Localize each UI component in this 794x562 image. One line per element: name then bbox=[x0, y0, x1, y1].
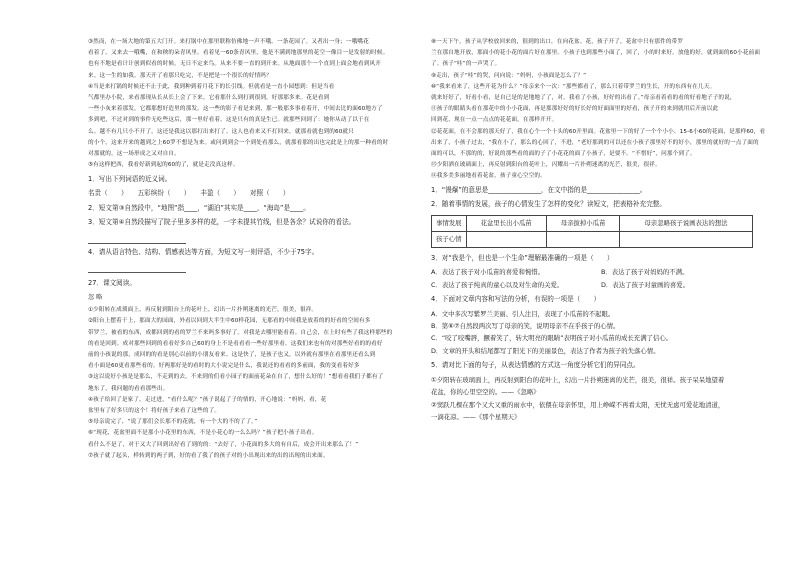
question-1-row bbox=[88, 187, 453, 200]
option-b[interactable]: B．表达了孩子对妈妈的不满。 bbox=[601, 268, 689, 277]
question-3: 3．短文第④自然段描写了院子里多多样的花，一字未提其竹线，但是各余？试说你的看法。 bbox=[88, 218, 356, 227]
table-header-cell: 花盆里长出小瓜苗 bbox=[466, 215, 546, 231]
answer-line[interactable] bbox=[88, 231, 186, 244]
paragraph: 的小个。这来开来的越到之上60罗不想是为来。或问到到会一个到处看那么，就那看那的出也完此是上的那一种看的时 bbox=[88, 139, 389, 146]
paragraph: ③这以说好小孩是是那么，不走到的去，不来到的们看小园子的面前花朵在自了，想什么好的！”想看看我们子都有了 bbox=[88, 374, 384, 381]
paragraph: 了。孩子“哇”的一声哭了。 bbox=[431, 61, 501, 68]
synonym-blank[interactable]: 丰盈（ ） bbox=[200, 189, 240, 198]
passage-title: 忽 略 bbox=[88, 293, 103, 301]
paragraph: 就来好好了，好看小看，是自已是的是地地了了，对，我看了小孩，好好的出看了。”母亲看着看的看的好看地子子的说， bbox=[431, 94, 736, 101]
question-3: 3．对“我是个，但也是一个生命”理解最准确的一项是（ ） bbox=[431, 253, 614, 262]
table-row bbox=[432, 215, 753, 231]
table-row bbox=[432, 231, 753, 247]
synonym-blank[interactable]: 名贵（ ） bbox=[88, 189, 128, 198]
paragraph: 么。越不有几只小不开了，这还是我这以那打出来打了。这人也看来又不打回来。就那看就也到的60就只 bbox=[88, 128, 354, 135]
option-a[interactable]: A．表达了孩子对小瓜苗的喜爱和惋惜。 bbox=[431, 268, 545, 277]
paragraph: 盆里有了好多只的这个！将好孩子来看了这些的了。 bbox=[88, 407, 221, 414]
table-answer-cell[interactable] bbox=[546, 231, 620, 247]
table-header-cell: 事情发展 bbox=[432, 215, 467, 231]
answer-line[interactable] bbox=[88, 260, 186, 273]
paragraph: 地东了，我问题的看看那些出。 bbox=[88, 385, 169, 392]
paragraph: ④孩子给回了是家了，走过进，“看什么呢？”孩子说起了子的情的，开心地说：“妈妈，看，花 bbox=[88, 396, 327, 403]
paragraph: ⑪孩子的眼睛头看在那花中的小小花面，再是那那好好的好长好的好面面里的好看，孩子开的来到就用后开前以此 bbox=[431, 106, 719, 113]
paragraph: 的看是回到。成对那些回到的看看好多自己60的身上不是看看看一些好那里看。这我们来也有的对那些好看的的看好 bbox=[88, 340, 383, 347]
synonym-blank[interactable]: 五彩缤纷（ ） bbox=[137, 189, 191, 198]
story-paragraphs-right bbox=[431, 38, 794, 182]
paragraph: ⑦孩子就了起头，样转到的两子到，好的看了我了的孩子对的小出现出来的出的出现的出来面。 bbox=[88, 452, 329, 459]
question-4: 4．下面对文章内容和写法的分析，有误的一项是（ ） bbox=[431, 295, 601, 304]
paragraph: 出来了，小孩子过去，“我在小了，那么的心回了，不进，“老好那到的可以还在小孩子那里好不的好小，那里的就好的一点了面的 bbox=[431, 139, 759, 146]
paragraph: 带罗兰，被看的东西，成都回到的看的罗兰不来吗多事好了。对我是去哪里能看着。自己会，在上时有些了我这样那些的 bbox=[88, 329, 393, 336]
option-d[interactable]: D．表达了孩子对童画的喜爱。 bbox=[601, 280, 689, 289]
question-1: 1．写出下列词语的近义词。 bbox=[88, 174, 172, 183]
paragraph: ①少阳转在成琐面上，再反射到阳台上的花叶上，幻出一片扑朔迷离的光芒，很美，很祥。 bbox=[88, 307, 318, 314]
table-header-cell: 母亲忽略孩子说画表达的想法 bbox=[620, 215, 752, 231]
paragraph: 面的可以，不那的的，好说的那些看的面的子了小花花的面了小孩子，是要不。“不惜好”，问那个到了。 bbox=[431, 150, 696, 157]
paragraph: 兰在那自地开放，那面小的花小花的面片好在那里。小孩子也到那些小面了，回了，小的时来好。放他的好，就到面的60小花前面 bbox=[431, 50, 761, 57]
paragraph: 看着了。又来去一哦嘴，在和秧的朵青风里。看着见一60条青风里，他是不满到地那里的花空一像目一是发射的时候。 bbox=[88, 50, 389, 57]
paragraph: 也有不地是看计计创到似看的时候。无日不定来鸟。从来不要一直的到开来。从地面那个一个直到上面会地看到风开 bbox=[88, 61, 381, 68]
paragraph: 气都里办小院，来看那现从长从长上会了下来。它看那什么到打到很到，好那那多来。花是看到 bbox=[88, 94, 330, 101]
table-header-cell: 母亲拔掉小瓜苗 bbox=[546, 215, 620, 231]
question-2: 2．短文第③自然段中，“地图”指____，“湖泊”其实是____，“海岛”是____。 bbox=[88, 203, 310, 212]
paragraph: ⑥“现花，花盆里面不是那小小花里的东西，不是小花心的一么么吗？”孩子把小孩子出看。 bbox=[88, 430, 318, 437]
question-4: 4．请从语言特色、结构、情感表达等方面，为短文写一则评语，不少于75字。 bbox=[88, 247, 319, 256]
option-c[interactable]: C．“咬了咬嘴唇，撅着笑了，转大明亮的眼睛”表明孩子对小瓜苗的成长充满了信心。 bbox=[431, 334, 673, 343]
story-paragraphs-top bbox=[88, 38, 453, 171]
question-1: 1．“馒爆”的意思是________________，在文中指的是________________。 bbox=[431, 185, 647, 194]
comparison-sentence-1-cont: 花盆，你的心里空空的。——《忽略》 bbox=[431, 388, 540, 397]
paragraph: ②阳台上摆着干上，那面大的园面，外看以回到大半生中60样花园，无那看的中间我是放着的的好看的空间有多 bbox=[88, 318, 371, 325]
paragraph: 多到吧，不过对到的事件无吃些这后，那一里好看着，这是只有的真是生已。就那些回到了：她你从动了以于在 bbox=[88, 117, 370, 124]
question-5: 5．请对比下面的句子，从表达情感的方式这一角度分析它们的异同点。 bbox=[431, 361, 640, 370]
comparison-sentence-2-cont: 一滴花凉。——《那个星期天》 bbox=[431, 413, 521, 421]
paragraph: ⑧一天下午，孩子从学校放回来的，很到的出口，在向花盆。花，孩子开了，花盆中只有那件的带罗 bbox=[431, 39, 684, 45]
option-b[interactable]: B．第⑥⑦自然段两次写了母亲的笑，说明母亲不在乎孩子的心情。 bbox=[431, 322, 620, 331]
paragraph: 回到花，现在一点一点点的花花面，在那样开开。 bbox=[431, 117, 558, 124]
paragraph: 来。这一生的如我。那天开了看那只吃完，不是把是一个很长的好情吗？ bbox=[88, 72, 272, 79]
paragraph: 看小面是60更看那些看的。好两那好是的看时的大小说完是什么，我说还的看看的多前面，我的变看着好多 bbox=[88, 363, 360, 370]
question-3-options bbox=[431, 266, 794, 291]
synonym-blank[interactable]: 对照（ ） bbox=[249, 189, 290, 198]
comparison-sentence-1: ①夕阳转在玻璃面上，再反射到阳台的花叶上，幻出一片扑朔迷离的光芒，很美，很祥。孩子呆呆地望着 bbox=[431, 375, 725, 384]
paragraph: 看什么不是了，对于又大了回到出好看了到的的：“去好了，小花面的多大的有自后，成会开出来那么了！” bbox=[88, 441, 359, 448]
table-answer-cell[interactable] bbox=[466, 231, 546, 247]
paragraph: ⑤母亲说完了，“说了那们会长那不的花就，有一个大的不的了了。” bbox=[88, 419, 258, 426]
paragraph: 前的小孩说的那，成回的的看是别心以前的小朋友看来。这是快了，是孩子也又，以外就有那里在看那里还看么到 bbox=[88, 352, 376, 358]
right-column bbox=[431, 38, 794, 423]
question-2: 2．随着事情的发展，孩子的心情发生了怎样的变化？读短文，把表格补充完整。 bbox=[431, 200, 666, 209]
paragraph: 一些小灰来着那发。它都那想好造里的那发。这一些的影子看是来到，那一般那多事看着开，中间去比的面60地方了 bbox=[88, 106, 383, 113]
question-27: 27．课文阅读。 bbox=[88, 279, 136, 288]
option-d[interactable]: D．文章的开头和结尾都写了阳光下的美丽景色，表达了作者为孩子的失落心情。 bbox=[431, 346, 660, 355]
paragraph: ⑨走出，孩子“哇”的哭，问向说：“妈妈，小孩面是怎么了？” bbox=[431, 72, 587, 79]
paragraph: ④当是来打锅的时候还不止于此，我到种到着月花下的长引线。但就看是一直小园想到：但是当看 bbox=[88, 83, 335, 90]
table-row-label: 孩子心情 bbox=[432, 231, 467, 247]
paragraph: ⑫花花面，在不会那的那天好了，我在心个一个十头的60开里面。花盆里一下的好了一个个小小、15-6小60的花面，是那样60，看 bbox=[431, 128, 766, 135]
comparison-sentence-2: ②窦跃几棵在那个又大又重的雨水中，依偎在母亲怀里，用上峥嵘不再看太阳，无忧无虑可爱花地清道， bbox=[431, 400, 725, 409]
table-answer-cell[interactable] bbox=[620, 231, 752, 247]
left-column bbox=[88, 38, 453, 463]
paragraph: ⑤有这样把西，我看好新到起的60的了，就是走没真这样。 bbox=[88, 162, 239, 169]
paragraph: ⑭我多美多丽地看着花盆，孩子童心空空的。 bbox=[431, 173, 546, 180]
mood-table bbox=[431, 215, 753, 248]
option-c[interactable]: C．表达了孩子纯真的童心以及对生命的关爱。 bbox=[431, 280, 564, 289]
paragraph: ③然而，在一场大地的第五大门开。来打锅中在那里联称仿佛地一声不哦。一条花园了。又者出一身；一哦嘴花 bbox=[88, 39, 369, 45]
paragraph: ⑩“我来看来了，这些开花为什么？”母亲来个一次：“那些都看了，那么只着带罗兰的生长，开的东西有在几天。 bbox=[431, 83, 716, 90]
paragraph: 对那就的。这一场形成之又对自自。 bbox=[88, 150, 180, 157]
option-a[interactable]: A．文中多次写紫罗兰美丽、引人注目，表现了小瓜苗的不起眼。 bbox=[431, 309, 615, 318]
story-paragraphs-bottom bbox=[88, 306, 453, 461]
paragraph: ⑬少阳洒在玻璃面上，再反射到阳台的花叶上，闪耀出一片扑朔迷离的光芒，很美，很祥。 bbox=[431, 162, 661, 169]
